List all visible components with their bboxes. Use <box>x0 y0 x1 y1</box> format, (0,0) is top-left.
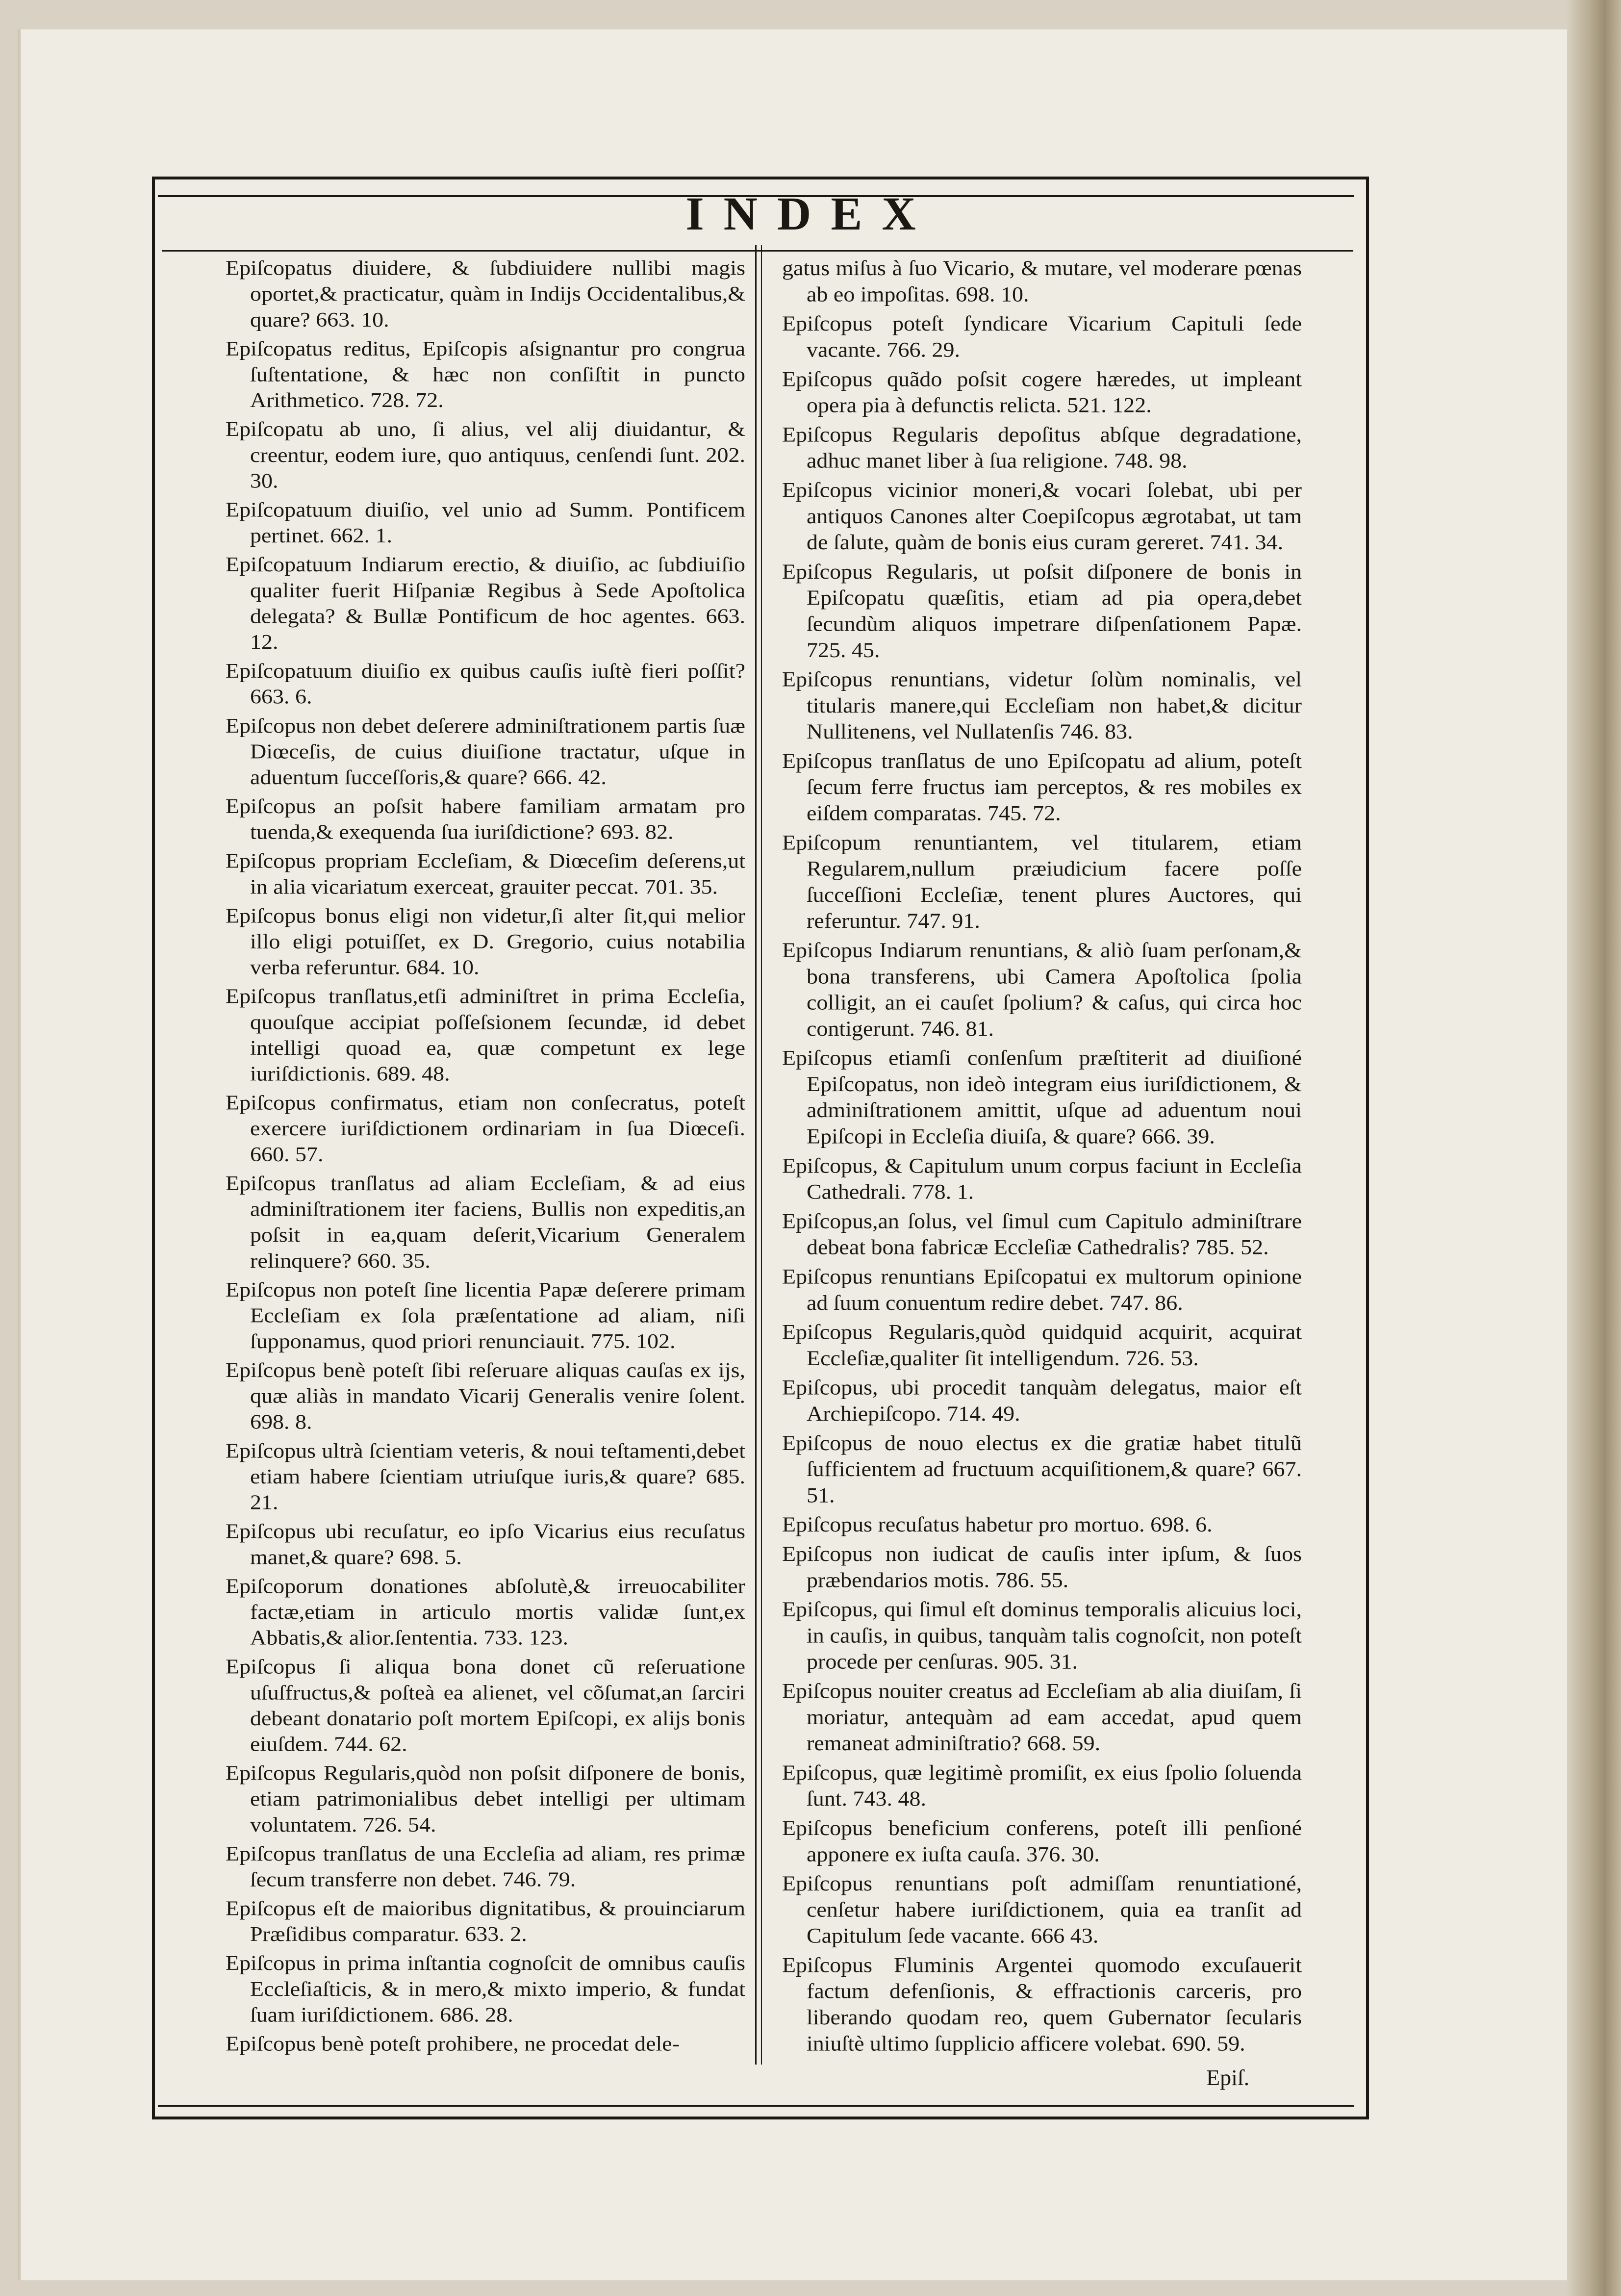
right-column <box>782 255 1302 2060</box>
index-entry: Epiſcopus non iudicat de cauſis inter ipſum, & ſuos præbendarios motis. 786. 55. <box>782 1542 1302 1592</box>
index-entry: Epiſcopatu ab uno, ſi alius, vel alij diuidantur, & creentur, eodem iure, quo antiquus, cenſendi ſunt. 202. 30. <box>226 417 745 492</box>
index-entry: Epiſcopus ultrà ſcientiam veteris, & noui teſtamenti,debet etiam habere ſcientiam utriuſque iuris,& quare? 685. 21. <box>226 1439 745 1514</box>
index-entry: Epiſcopus tranſlatus ad aliam Eccleſiam, & ad eius adminiſtrationem iter faciens, Bullis non expeditis,an poſsit in ea,quam deſerit,Vicarium Generalem relinquere? 660. 35. <box>226 1172 745 1272</box>
catchword: Epiſ. <box>1206 2065 1250 2090</box>
index-entry: Epiſcopus, quæ legitimè promiſit, ex eius ſpolio ſoluenda ſunt. 743. 48. <box>782 1760 1302 1811</box>
column-divider <box>755 245 757 2065</box>
index-entry: Epiſcopus de nouo electus ex die gratiæ habet titulũ ſufficientem ad fructuum acquiſitionem,& quare? 667. 51. <box>782 1431 1302 1507</box>
index-entry: Epiſcopus Regularis depoſitus abſque degradatione, adhuc manet liber à ſua religione. 748. 98. <box>782 423 1302 473</box>
index-entry: Epiſcopus renuntians Epiſcopatui ex multorum opinione ad ſuum conuentum redire debet. 747. 86. <box>782 1265 1302 1315</box>
index-entry: Epiſcopus bonus eligi non videtur,ſi alter ſit,qui melior illo eligi potuiſſet, ex D. Gregorio, cuius notabilia verba referuntur. 684. 10. <box>226 904 745 979</box>
index-entry: Epiſcopus Regularis,quòd non poſsit diſponere de bonis, etiam patrimonialibus debet intelligi per ultimam voluntatem. 726. 54. <box>226 1761 745 1837</box>
index-entry: Epiſcopus renuntians poſt admiſſam renuntiationé, cenſetur habere iuriſdictionem, quia ea tranſit ad Capitulum ſede vacante. 666 43. <box>782 1871 1302 1947</box>
index-entry: Epiſcopus non debet deſerere adminiſtrationem partis ſuæ Diœceſis, de cuius diuiſione tractatur, uſque in aduentum ſucceſſoris,& quare? 666. 42. <box>226 714 745 789</box>
index-entry: Epiſcoporum donationes abſolutè,& irreuocabiliter factæ,etiam in articulo mortis validæ ſunt,ex Abbatis,& alior.ſententia. 733. 123. <box>226 1574 745 1649</box>
index-entry: Epiſcopus non poteſt ſine licentia Papæ deſerere primam Eccleſiam ex ſola præſentatione ad aliam, niſi ſupponamus, quod priori renunciauit. 775. 102. <box>226 1277 745 1353</box>
index-entry: Epiſcopus,an ſolus, vel ſimul cum Capitulo adminiſtrare debeat bona fabricæ Eccleſiæ Cathedralis? 785. 52. <box>782 1209 1302 1259</box>
index-entry: Epiſcopus tranſlatus de uno Epiſcopatu ad alium, poteſt ſecum ferre fructus iam perceptos, & res mobiles ex eiſdem comparatas. 745. 72. <box>782 749 1302 825</box>
index-entry: Epiſcopatuum Indiarum erectio, & diuiſio, ac ſubdiuiſio qualiter fuerit Hiſpaniæ Regibus à Sede Apoſtolica delegata? & Bullæ Pontificum de hoc agentes. 663. 12. <box>226 553 745 654</box>
index-entry: Epiſcopus Regularis, ut poſsit diſponere de bonis in Epiſcopatu quæſitis, etiam ad pia opera,debet ſecundùm aliquos impetrare diſpenſationem Papæ. 725. 45. <box>782 560 1302 662</box>
page-edge <box>1567 0 1621 2296</box>
index-entry: Epiſcopus eſt de maioribus dignitatibus, & prouinciarum Præſidibus comparatur. 633. 2. <box>226 1896 745 1946</box>
index-entry: Epiſcopus quãdo poſsit cogere hæredes, ut impleant opera pia à defunctis relicta. 521. 122. <box>782 367 1302 417</box>
index-entry: Epiſcopus, & Capitulum unum corpus faciunt in Eccleſia Cathedrali. 778. 1. <box>782 1153 1302 1203</box>
index-entry: Epiſcopatus reditus, Epiſcopis aſsignantur pro congrua ſuſtentatione, & hæc non conſiſtit in puncto Arithmetico. 728. 72. <box>226 337 745 412</box>
index-entry: Epiſcopus benè poteſt prohibere, ne procedat dele- <box>226 2032 680 2055</box>
index-entry: Epiſcopum renuntiantem, vel titularem, etiam Regularem,nullum præiudicium facere poſſe ſucceſſioni Eccleſiæ, tenent plures Auctores, qui referuntur. 747. 91. <box>782 831 1302 933</box>
index-entry: Epiſcopus beneficium conferens, poteſt illi penſioné apponere ex iuſta cauſa. 376. 30. <box>782 1816 1302 1866</box>
heading-rule <box>162 250 1353 252</box>
index-entry: Epiſcopus in prima inſtantia cognoſcit de omnibus cauſis Eccleſiaſticis, & in mero,& mixto imperio, & fundat ſuam iuriſdictionem. 686. 28. <box>226 1951 745 2026</box>
page-heading: INDEX <box>685 187 936 240</box>
index-entry: Epiſcopus propriam Eccleſiam, & Diœceſim deſerens,ut in alia vicariatum exerceat, grauiter peccat. 701. 35. <box>226 849 745 898</box>
index-entry: Epiſcopus renuntians, videtur ſolùm nominalis, vel titularis manere,qui Eccleſiam non habet,& dicitur Nullitenens, vel Nullatenſis 746. 83. <box>782 667 1302 743</box>
index-entry: Epiſcopus Regularis,quòd quidquid acquirit, acquirat Eccleſiæ,qualiter ſit intelligendum. 726. 53. <box>782 1320 1302 1370</box>
index-entry: Epiſcopus Fluminis Argentei quomodo excuſauerit factum defenſionis, & effractionis carceris, pro liberando quodam reo, quem Gubernator ſecularis iniuſtè ultimo ſupplicio afficere volebat. 690. 59. <box>782 1953 1302 2055</box>
left-column <box>226 255 745 2060</box>
index-entry: Epiſcopus Indiarum renuntians, & aliò ſuam perſonam,& bona transferens, ubi Camera Apoſtolica ſpolia colligit, an ei cauſet ſpolium? & caſus, qui circa hoc contigerunt. 746. 81. <box>782 938 1302 1041</box>
index-entry: Epiſcopus, ubi procedit tanquàm delegatus, maior eſt Archiepiſcopo. 714. 49. <box>782 1376 1302 1426</box>
index-entry: Epiſcopus benè poteſt ſibi reſeruare aliquas cauſas ex ijs, quæ aliàs in mandato Vicarij Generalis venire ſolent. 698. 8. <box>226 1358 745 1433</box>
index-entry: Epiſcopus vicinior moneri,& vocari ſolebat, ubi per antiquos Canones alter Coepiſcopus ægrotabat, ut tam de ſalute, quàm de bonis eius curam gereret. 741. 34. <box>782 478 1302 554</box>
index-entry: Epiſcopus ubi recuſatur, eo ipſo Vicarius eius recuſatus manet,& quare? 698. 5. <box>226 1519 745 1569</box>
index-entry: Epiſcopus confirmatus, etiam non conſecratus, poteſt exercere iuriſdictionem ordinariam in ſua Diœceſi. 660. 57. <box>226 1091 745 1166</box>
column-divider-inner <box>761 245 762 2065</box>
index-entry: Epiſcopus, qui ſimul eſt dominus temporalis alicuius loci, in cauſis, in quibus, tanquàm talis cognoſcit, non poteſt procede per cenſuras. 905. 31. <box>782 1597 1302 1674</box>
index-entry: Epiſcopus ſi aliqua bona donet cũ reſeruatione uſuſfructus,& poſteà ea alienet, vel cõſumat,an ſarciri debeant donatario poſt mortem Epiſcopi, ex alijs bonis eiuſdem. 744. 62. <box>226 1655 745 1756</box>
index-entry: Epiſcopus an poſsit habere familiam armatam pro tuenda,& exequenda ſua iuriſdictione? 693. 82. <box>226 794 745 843</box>
index-entry: Epiſcopatuum diuiſio ex quibus cauſis iuſtè fieri poſſit? 663. 6. <box>226 659 745 708</box>
index-entry: Epiſcopus nouiter creatus ad Eccleſiam ab alia diuiſam, ſi moriatur, antequàm ad eam accedat, apud quem remaneat adminiſtratio? 668. 59. <box>782 1679 1302 1755</box>
index-entry: gatus miſus à ſuo Vicario, & mutare, vel moderare pœnas ab eo impoſitas. 698. 10. <box>782 256 1302 306</box>
index-entry: Epiſcopatuum diuiſio, vel unio ad Summ. Pontificem pertinet. 662. 1. <box>226 498 745 547</box>
index-entry: Epiſcopus recuſatus habetur pro mortuo. 698. 6. <box>782 1512 1213 1536</box>
index-entry: Epiſcopus poteſt ſyndicare Vicarium Capituli ſede vacante. 766. 29. <box>782 311 1302 361</box>
index-entry: Epiſcopus tranſlatus de una Eccleſia ad aliam, res primæ ſecum transferre non debet. 746. 79. <box>226 1842 745 1891</box>
index-entry: Epiſcopus tranſlatus,etſi adminiſtret in prima Eccleſia, quouſque accipiat poſſeſsionem ſecundæ, id debet intelligi quoad ea, quæ competunt ex lege iuriſdictionis. 689. 48. <box>226 984 745 1085</box>
index-entry: Epiſcopus etiamſi conſenſum præſtiterit ad diuiſioné Epiſcopatus, non ideò integram eius iuriſdictionem, & adminiſtrationem amittit, uſque ad aduentum noui Epiſcopi in Eccleſia diuiſa, & quare? 666. 39. <box>782 1046 1302 1148</box>
bottom-rule <box>158 2105 1354 2107</box>
index-entry: Epiſcopatus diuidere, & ſubdiuidere nullibi magis oportet,& practicatur, quàm in Indijs Occidentalibus,& quare? 663. 10. <box>226 256 745 332</box>
